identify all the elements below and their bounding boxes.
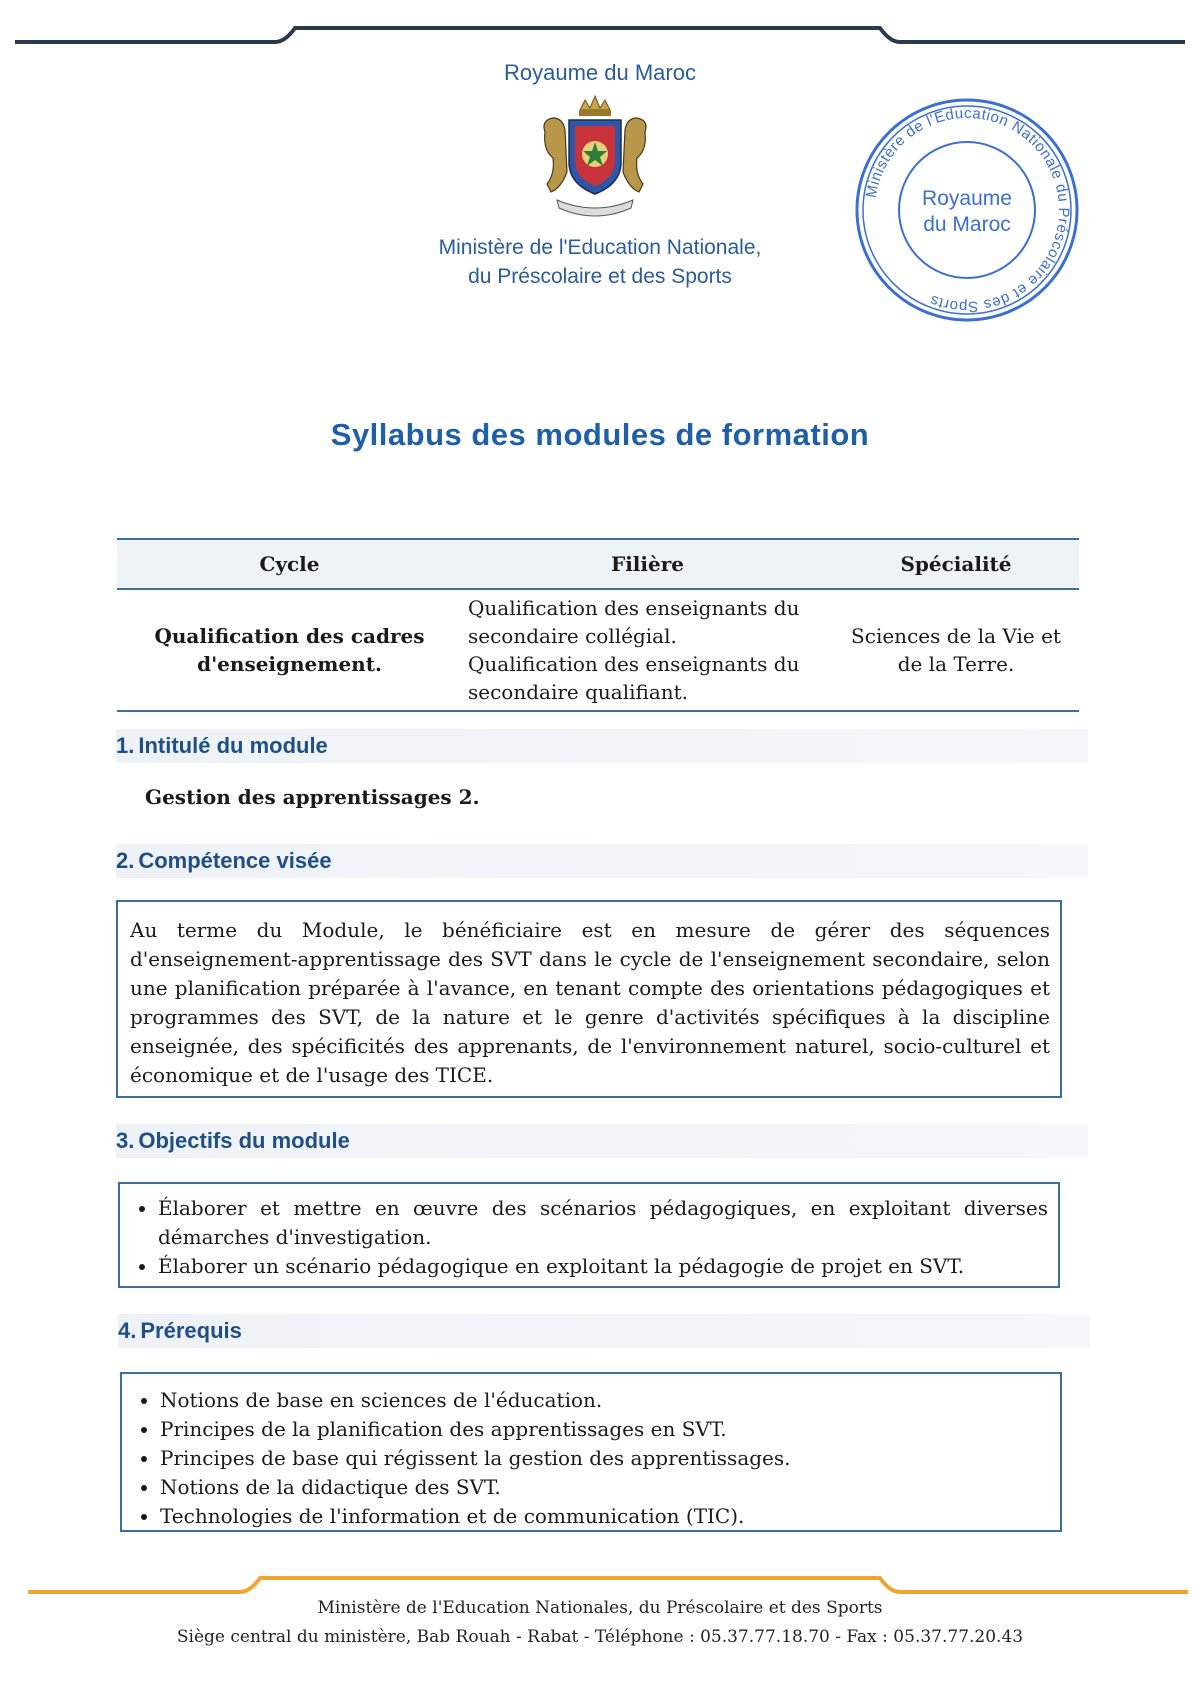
section-number: 1. [116, 733, 135, 758]
list-item: • Élaborer un scénario pédagogique en exploitant la pédagogie de projet en SVT. [158, 1252, 1048, 1281]
page-title: Syllabus des modules de formation [330, 417, 870, 452]
competence-text: Au terme du Module, le bénéficiaire est en mesure de gérer des séquences d'enseignement-apprentissage des SVT dans le cycle de l'enseignement secondaire, selon une planification préparée à l'avance, en tenant compte des orientations pédagogiques et programmes des SVT, de la nature et le genre d'activités spécifiques à la discipline enseignée, des spécificités des apprenants, de l'environnement naturel, socio-culturel et économique et de l'usage des TICE. [130, 918, 1050, 1087]
section-number: 2. [116, 848, 135, 873]
list-item: • Principes de base qui régissent la gestion des apprentissages. [160, 1444, 1050, 1473]
header-filiere: Filière [462, 539, 833, 589]
info-table-header-row [117, 539, 1079, 589]
header-country: Royaume du Maroc [504, 60, 696, 85]
royal-emblem-icon [535, 92, 655, 222]
filiere-line: Qualification des enseignants du [468, 652, 800, 676]
specialite-line: de la Terre. [897, 652, 1015, 676]
objectifs-list [124, 1194, 1048, 1281]
section-heading-competence [116, 844, 1088, 878]
section-title: Compétence visée [138, 848, 332, 873]
competence-box [116, 900, 1062, 1098]
section-heading-intitule [116, 729, 1088, 763]
filiere-cell [462, 589, 833, 711]
filiere-line: Qualification des enseignants du [468, 596, 800, 620]
section-title: Objectifs du module [138, 1128, 350, 1153]
list-item: • Élaborer et mettre en œuvre des scénarios pédagogiques, en exploitant diverses démarches d'investigation. [158, 1194, 1048, 1252]
filiere-line: secondaire collégial. [468, 624, 677, 648]
footer-line-2: Siège central du ministère, Bab Rouah - Rabat - Téléphone : 05.37.77.18.70 - Fax : 05.37.77.20.43 [176, 1627, 1024, 1647]
section-number: 4. [118, 1318, 137, 1343]
header-specialite: Spécialité [833, 539, 1079, 589]
section-title: Intitulé du module [138, 733, 328, 758]
section-heading-objectifs [116, 1124, 1088, 1158]
section-heading-prerequis [118, 1314, 1090, 1348]
footer-line-1: Ministère de l'Education Nationales, du Préscolaire et des Sports [317, 1598, 883, 1618]
specialite-cell [833, 589, 1079, 711]
official-stamp [852, 95, 1082, 325]
section-title: Prérequis [140, 1318, 242, 1343]
objectifs-box [118, 1182, 1060, 1288]
stamp-center-line-1: Royaume [922, 187, 1012, 210]
info-table [117, 538, 1079, 712]
info-table-row [117, 589, 1079, 711]
list-item: • Principes de la planification des apprentissages en SVT. [160, 1415, 1050, 1444]
cycle-line: Qualification des cadres [154, 624, 425, 648]
prerequis-box [120, 1372, 1062, 1532]
ministry-line-2: du Préscolaire et des Sports [468, 265, 732, 288]
stamp-center-line-2: du Maroc [923, 213, 1011, 236]
cycle-cell [117, 589, 462, 711]
prerequis-list [126, 1386, 1050, 1531]
list-item: • Technologies de l'information et de communication (TIC). [160, 1502, 1050, 1531]
list-item: • Notions de la didactique des SVT. [160, 1473, 1050, 1502]
filiere-line: secondaire qualifiant. [468, 680, 689, 704]
section-number: 3. [116, 1128, 135, 1153]
stamp-ring-text: Ministère de l'Education Nationale du Préscolaire et des Sports [862, 104, 1073, 316]
specialite-line: Sciences de la Vie et [851, 624, 1061, 648]
module-name: Gestion des apprentissages 2. [145, 785, 480, 809]
list-item: • Notions de base en sciences de l'éducation. [160, 1386, 1050, 1415]
ministry-line-1: Ministère de l'Education Nationale, [438, 236, 762, 259]
header-cycle: Cycle [117, 539, 462, 589]
cycle-line: d'enseignement. [197, 652, 382, 676]
